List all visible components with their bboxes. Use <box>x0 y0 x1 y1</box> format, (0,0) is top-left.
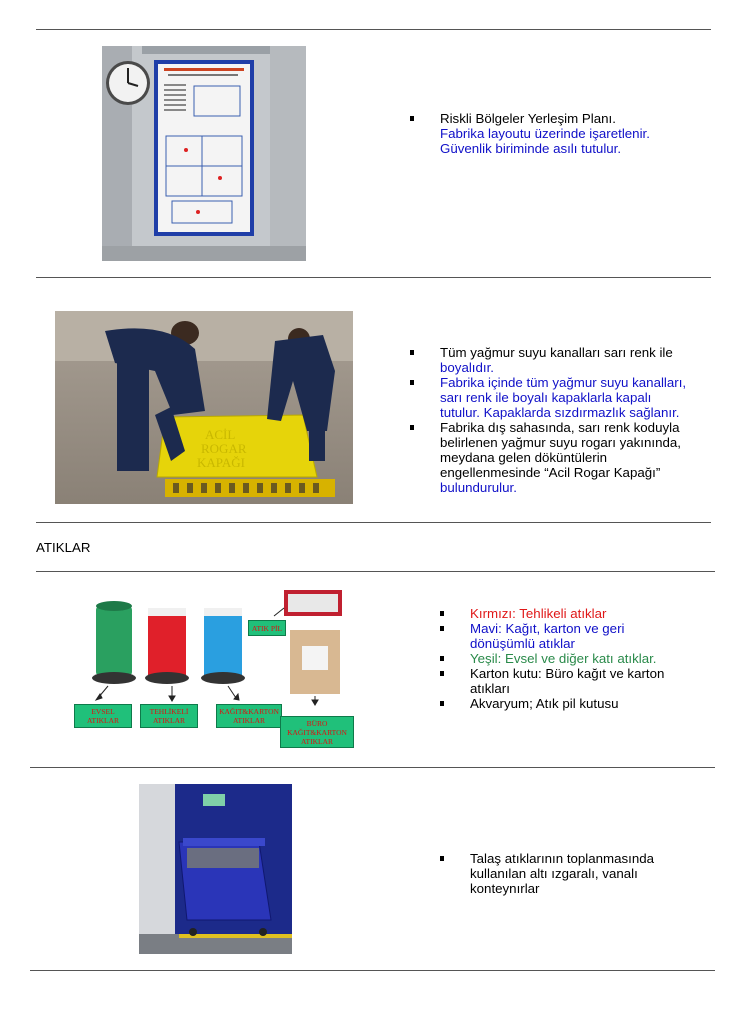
sign-line: ATIKLAR <box>86 716 120 725</box>
bullet-item <box>470 851 715 896</box>
bullet-item <box>440 375 715 420</box>
page-title: ATIKLAR <box>36 540 91 555</box>
bullet-line: Kırmızı: Tehlikeli atıklar <box>470 606 607 621</box>
section4-bullets <box>470 851 715 896</box>
bullet-item <box>470 666 715 696</box>
drain-cover-line: ACİL <box>205 427 236 442</box>
section1-bullets <box>440 111 710 156</box>
section3-bullets <box>470 606 715 711</box>
bullet-item <box>440 420 715 495</box>
clock-and-safety-map-poster-icon <box>102 46 306 261</box>
sign-line: KAĞIT&KARTON <box>219 707 279 716</box>
section2-bullets <box>440 345 715 495</box>
bullet-line: bulundurulur. <box>440 480 517 495</box>
bullet-line: Güvenlik biriminde asılı tutulur. <box>440 141 622 156</box>
divider-3 <box>36 522 711 523</box>
bullet-item <box>470 621 715 651</box>
sign-atik-pil <box>248 620 286 636</box>
divider-1 <box>36 29 711 30</box>
sign-line: ATIKLAR <box>300 736 334 746</box>
bullet-line: engellenmesinde “Acil Rogar Kapağı” <box>440 465 661 480</box>
drain-photo <box>55 311 353 504</box>
sign-kagit <box>216 704 282 728</box>
sign-line: EVSEL <box>91 707 115 716</box>
bullet-line: boyalıdır. <box>440 360 494 375</box>
divider-6 <box>30 970 715 971</box>
bullet-item <box>470 696 715 711</box>
bullet-line: Riskli Bölgeler Yerleşim Planı. <box>440 111 616 126</box>
bullet-line: Mavi: Kağıt, karton ve geri <box>470 621 625 636</box>
bullet-item <box>440 111 710 156</box>
drain-cover-line: KAPAĞI <box>197 455 245 470</box>
bullet-line: Fabrika içinde tüm yağmur suyu kanalları, <box>440 375 687 390</box>
sign-tehlikeli <box>140 704 198 728</box>
sign-line: BÜRO <box>306 718 328 728</box>
sign-line: ATIKLAR <box>232 716 266 725</box>
bullet-item <box>470 651 715 666</box>
bullet-line: atıkları <box>470 681 510 696</box>
sign-line: TEHLİKELİ <box>149 707 189 716</box>
bullet-line: Tüm yağmur suyu kanalları sarı renk ile <box>440 345 673 360</box>
bullet-line: Akvaryum; Atık pil kutusu <box>470 696 619 711</box>
bullet-line: konteynırlar <box>470 881 540 896</box>
bullet-item <box>470 606 715 621</box>
bullet-line: meydana gelen döküntülerin <box>440 450 608 465</box>
bullet-line: belirlenen yağmur suyu rogarı yakınında, <box>440 435 681 450</box>
sign-line: ATIKLAR <box>152 716 186 725</box>
sign-evsel <box>74 704 132 728</box>
bullet-line: kullanılan altı ızgaralı, vanalı <box>470 866 638 881</box>
bullet-line: dönüşümlü atıklar <box>470 636 575 651</box>
bullet-line: sarı renk ile boyalı kapaklarla kapalı <box>440 390 652 405</box>
divider-5 <box>30 767 715 768</box>
bullet-line: Fabrika dış sahasında, sarı renk koduyla <box>440 420 680 435</box>
bullet-line: Talaş atıklarının toplanmasında <box>470 851 655 866</box>
bullet-line: Yeşil: Evsel ve diğer katı atıklar. <box>470 651 657 666</box>
bullet-line: Fabrika layoutu üzerinde işaretlenir. <box>440 126 650 141</box>
sign-buro <box>280 716 354 748</box>
divider-4 <box>36 571 715 572</box>
workers-placing-yellow-drain-cover-icon <box>55 311 353 504</box>
container-photo <box>139 784 292 954</box>
drain-cover-line: ROGAR <box>201 441 247 456</box>
sign-line: KAĞIT&KARTON <box>287 727 347 737</box>
bullet-item <box>440 345 715 375</box>
sign-line: ATIK PİL <box>251 623 283 633</box>
plan-photo <box>102 46 306 261</box>
blue-chip-container-icon <box>139 784 292 954</box>
bullet-line: Karton kutu: Büro kağıt ve karton <box>470 666 665 681</box>
bullet-line: tutulur. Kapaklarda sızdırmazlık sağlanır. <box>440 405 680 420</box>
bins-diagram <box>68 588 358 750</box>
divider-2 <box>36 277 711 278</box>
